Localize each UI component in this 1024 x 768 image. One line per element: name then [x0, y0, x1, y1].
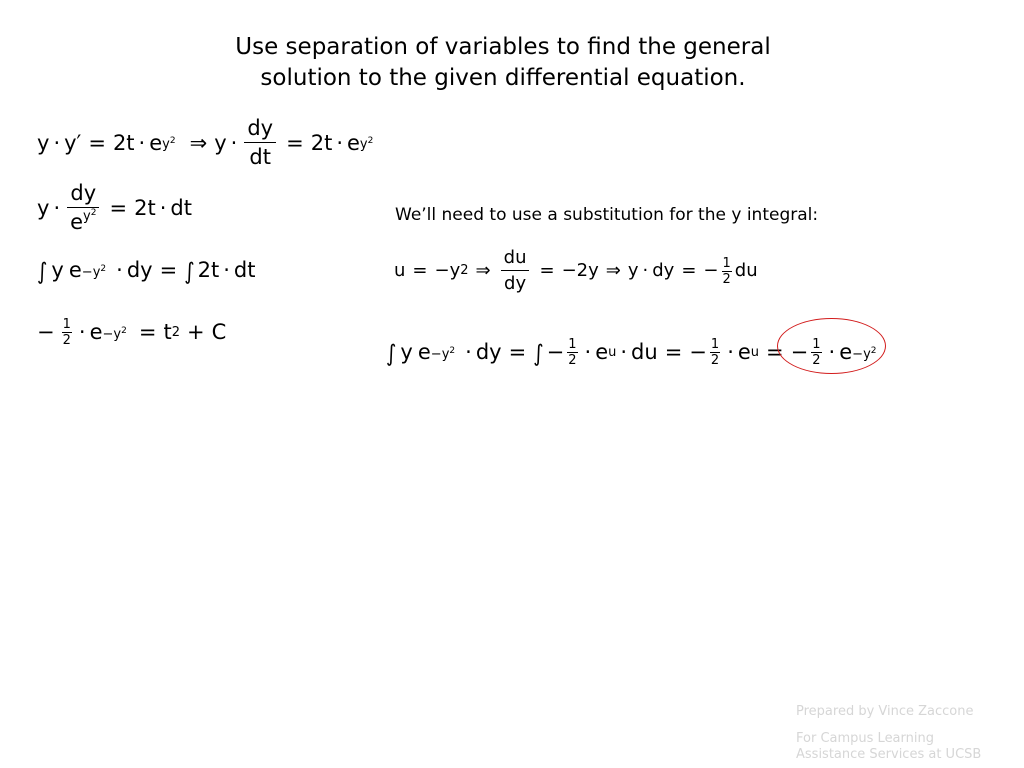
- sym-dot: ·: [336, 130, 343, 155]
- sym-y: y: [92, 264, 101, 280]
- sym-y: y: [627, 260, 639, 281]
- sym-equals: =: [109, 195, 128, 220]
- sym-C: C: [211, 320, 227, 344]
- numerator: 1: [710, 337, 720, 352]
- sym-dot: ·: [53, 130, 61, 155]
- sym-dot: ·: [138, 130, 146, 155]
- sym-y: y: [162, 137, 170, 152]
- denominator: 2: [812, 353, 821, 368]
- sym-minus: −: [430, 346, 442, 362]
- footer-affiliation-line-1: For Campus Learning: [796, 731, 934, 746]
- sym-y: y: [51, 258, 64, 282]
- sym-dot: ·: [584, 340, 592, 364]
- sym-2: 2: [169, 136, 176, 146]
- sym-minus: −: [790, 340, 809, 364]
- sym-y: y: [359, 137, 368, 152]
- numerator: 1: [722, 255, 731, 271]
- sym-equals: =: [138, 320, 157, 344]
- sym-e: e: [737, 340, 751, 364]
- sym-equals: =: [508, 340, 527, 364]
- sym-2t: 2t: [197, 258, 220, 282]
- fraction-one-half: [722, 257, 732, 286]
- sym-equals: =: [159, 258, 178, 282]
- sym-minus: −: [689, 340, 707, 364]
- sym-integral: ∫: [184, 256, 195, 285]
- sym-t: t: [163, 320, 172, 344]
- sym-equals: =: [412, 260, 428, 281]
- denominator: 2: [568, 353, 577, 368]
- numerator: dy: [70, 181, 97, 205]
- sym-implies: ⇒: [605, 260, 621, 281]
- problem-statement: [0, 32, 1006, 94]
- fraction-one-half: [710, 338, 720, 367]
- sym-u: u: [394, 260, 406, 281]
- fraction-du-dy: [501, 249, 530, 293]
- sym-e: e: [149, 130, 163, 155]
- sym-y: y: [83, 209, 91, 224]
- sym-dot: ·: [116, 258, 123, 282]
- numerator: 1: [62, 317, 71, 332]
- sym-equals: =: [664, 340, 683, 364]
- sym-dot: ·: [78, 320, 86, 344]
- sym-y: y: [441, 346, 450, 362]
- sym-dt: dt: [233, 258, 256, 282]
- sym-du: du: [631, 340, 658, 364]
- sym-y: y: [37, 130, 50, 155]
- numerator: du: [503, 247, 527, 268]
- integral-result-line: ∫ y e $-y^2$ · dy = ∫ − $\frac{1}{2}$ · e u · du = − $\frac{1}{2}$ · e u = − $\frac{1}{2}$ · e $-y^2$: [386, 337, 877, 368]
- sym-dot: ·: [223, 258, 230, 282]
- sym-e: e: [347, 130, 360, 155]
- sym-dot: ·: [230, 130, 238, 155]
- sym-equals: =: [286, 130, 304, 155]
- sym-integral: ∫: [533, 338, 544, 367]
- sym-minus: −: [81, 264, 93, 280]
- numerator: dy: [247, 116, 274, 140]
- sym-dot: ·: [642, 260, 649, 281]
- sym-2t: 2t: [310, 130, 333, 155]
- denominator: 2: [62, 333, 71, 348]
- sym-equals: =: [539, 260, 555, 281]
- footer-author: Prepared by Vince Zaccone: [796, 704, 974, 719]
- sym-plus: +: [186, 320, 205, 344]
- exponent: [102, 325, 127, 342]
- sym-dot: ·: [53, 195, 61, 220]
- sym-dot: ·: [828, 340, 836, 364]
- denominator: 2: [722, 271, 731, 287]
- sym-minus: −: [546, 340, 565, 364]
- sym-minus: −: [434, 260, 450, 281]
- sym-dy: dy: [126, 258, 153, 282]
- exponent: [430, 345, 456, 362]
- result-highlight-circle: [777, 318, 886, 374]
- sym-implies: ⇒: [189, 130, 208, 155]
- fraction-one-half: [62, 318, 72, 347]
- exponent: [81, 263, 107, 280]
- sym-dt: dt: [170, 195, 192, 220]
- sym-e: e: [839, 340, 853, 364]
- sym-equals: =: [88, 130, 106, 155]
- sym-2t: 2t: [112, 130, 135, 155]
- sym-equals: =: [681, 260, 697, 281]
- fraction-one-half: [567, 338, 577, 367]
- sym-2: 2: [90, 208, 97, 218]
- sym-2: 2: [367, 136, 374, 146]
- footer-affiliation-line-2: Assistance Services at UCSB: [796, 747, 982, 762]
- sym-y: y: [863, 346, 871, 362]
- sym-2t: 2t: [134, 195, 156, 220]
- substitution-line: u = − y 2 ⇒ $\frac{du}{dy}$ = −2y ⇒ y · dy = − $\frac{1}{2}$ du: [394, 247, 758, 294]
- sym-minus: −: [102, 326, 114, 342]
- sym-y: y: [113, 326, 122, 342]
- sym-minus: −: [852, 346, 864, 362]
- sym-dy: dy: [475, 340, 502, 364]
- sym-y: y: [449, 260, 461, 281]
- sym-y: y: [400, 340, 413, 364]
- equation-step-1: [37, 118, 373, 168]
- equation-step-3: [37, 256, 256, 285]
- sym-integral: ∫: [386, 338, 397, 367]
- numerator: 1: [812, 337, 821, 352]
- sym-dot: ·: [620, 340, 628, 364]
- sym-integral: ∫: [37, 256, 48, 285]
- sym-minus: −: [703, 260, 719, 281]
- problem-statement-line-1: Use separation of variables to find the general: [235, 34, 771, 60]
- sym-e: e: [70, 210, 84, 234]
- exponent: [83, 209, 96, 224]
- fraction-dy-over-exp: [67, 183, 99, 233]
- sym-dot: ·: [159, 195, 167, 220]
- problem-statement-line-2: solution to the given differential equation.: [260, 65, 746, 91]
- sym-e: e: [417, 340, 431, 364]
- sym-du: du: [734, 260, 758, 281]
- numerator: 1: [568, 337, 577, 352]
- sym-dy: dy: [652, 260, 675, 281]
- substitution-note: We’ll need to use a substitution for the y integral:: [395, 205, 819, 225]
- sym-2: 2: [870, 345, 877, 356]
- sym-dot: ·: [465, 340, 472, 364]
- sym-neg-2y: −2y: [561, 260, 599, 281]
- equation-step-2: [37, 183, 192, 233]
- sym-minus: −: [37, 320, 55, 344]
- sym-dot: ·: [727, 340, 734, 364]
- exponent: [359, 136, 374, 152]
- exponent: [162, 136, 176, 152]
- sym-e: e: [68, 258, 82, 282]
- fraction-dy-dt: [244, 118, 276, 168]
- sym-2: 2: [449, 345, 456, 356]
- sym-e: e: [595, 340, 609, 364]
- denominator: [67, 208, 99, 233]
- equation-step-4: − $\frac{1}{2}$ · e $-y^2$ = t 2 + C: [37, 317, 227, 348]
- denominator: 2: [710, 353, 720, 368]
- sym-e: e: [89, 320, 103, 344]
- sym-equals: =: [766, 340, 784, 364]
- sym-yprime: y′: [64, 130, 82, 155]
- sym-implies: ⇒: [475, 260, 491, 281]
- denominator: dy: [504, 273, 527, 294]
- denominator: dt: [249, 145, 271, 169]
- sym-y: y: [37, 195, 50, 220]
- sym-y: y: [214, 130, 227, 155]
- sym-2: 2: [121, 325, 127, 336]
- sym-2: 2: [100, 263, 107, 274]
